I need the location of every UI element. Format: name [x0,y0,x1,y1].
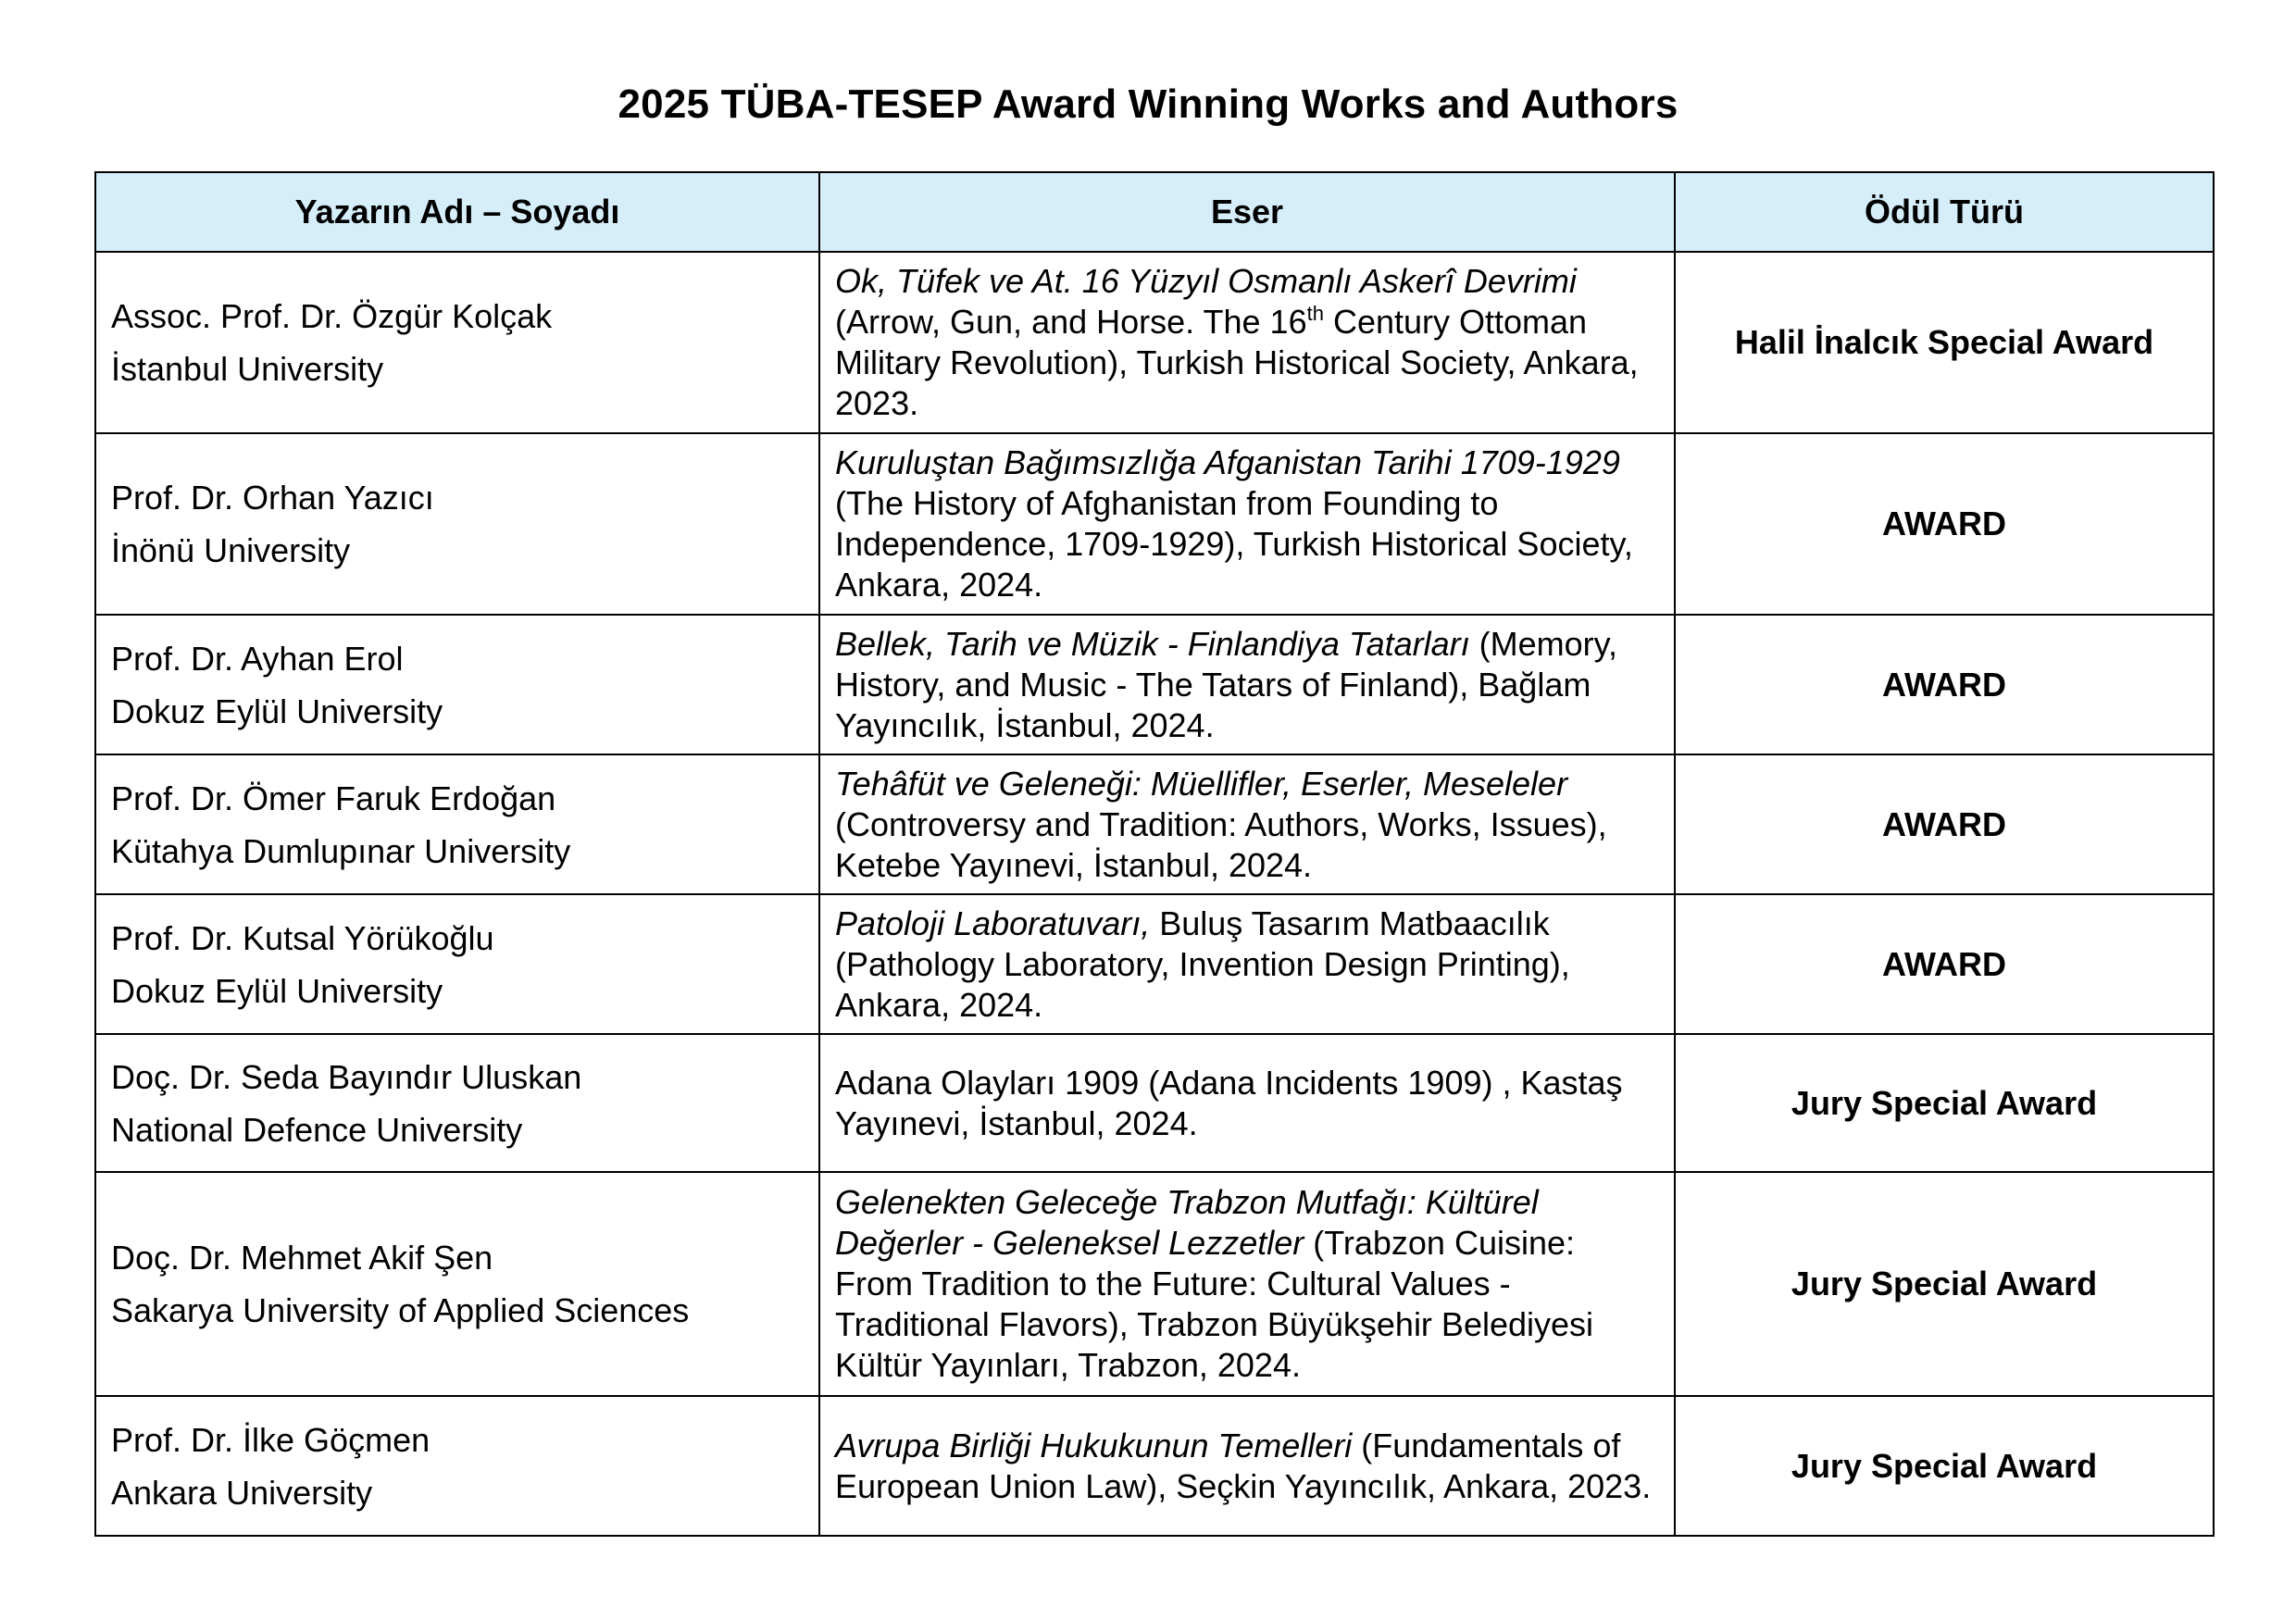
table-row [95,1172,2214,1396]
work-cell [819,1396,1675,1536]
work-cell [819,433,1675,615]
award-type: Halil İnalcık Special Award [1675,252,2214,433]
author-institution: İnönü University [111,531,351,569]
award-type: Jury Special Award [1675,1172,2214,1396]
awards-table [94,171,2215,1537]
table-row [95,615,2214,754]
author-cell [95,1396,819,1536]
author-name: Prof. Dr. Ömer Faruk Erdoğan [111,779,556,817]
work-title: Bellek, Tarih ve Müzik - Finlandiya Tatarları [835,624,1470,663]
author-name: Assoc. Prof. Dr. Özgür Kolçak [111,297,553,335]
award-type: AWARD [1675,433,2214,615]
author-cell [95,615,819,754]
award-type: Jury Special Award [1675,1034,2214,1172]
author-name: Doç. Dr. Seda Bayındır Uluskan [111,1057,582,1096]
table-header-row [95,172,2214,252]
work-detail: (Controversy and Tradition: Authors, Works, Issues), Ketebe Yayınevi, İstanbul, 2024. [835,804,1607,884]
work-detail: (Memory, History, and Music - The Tatars of Finland), Bağlam Yayıncılık, İstanbul, 2024. [835,624,1617,744]
author-cell [95,1172,819,1396]
author-institution: Dokuz Eylül University [111,971,443,1010]
work-detail: (Arrow, Gun, and Horse. The 16 [835,303,1307,341]
table-row [95,754,2214,894]
work-title: Tehâfüt ve Geleneği: Müellifler, Eserler, Meseleler [835,764,1568,803]
work-detail: Buluş Tasarım Matbaacılık (Pathology Laboratory, Invention Design Printing), Ankara, 2024. [835,903,1570,1024]
table-row [95,1396,2214,1536]
award-type: AWARD [1675,615,2214,754]
author-institution: Ankara University [111,1473,373,1512]
author-name: Prof. Dr. İlke Göçmen [111,1420,430,1459]
award-type: AWARD [1675,894,2214,1034]
work-cell [819,615,1675,754]
header-award-type: Ödül Türü [1675,172,2214,252]
work-detail: (Fundamentals of European Union Law), Seçkin Yayıncılık, Ankara, 2023. [835,1426,1652,1505]
author-cell [95,894,819,1034]
work-title: Patoloji Laboratuvarı, [835,903,1151,942]
work-cell [819,754,1675,894]
author-institution: Kütahya Dumlupınar University [111,831,571,870]
work-title: Kuruluştan Bağımsızlığa Afganistan Tarihi 1709-1929 [835,443,1620,481]
work-detail: (The History of Afghanistan from Founding to Independence, 1709-1929), Turkish Historical Society, Ankara, 2024. [835,484,1633,604]
award-type: Jury Special Award [1675,1396,2214,1536]
ordinal-suffix: th [1306,302,1324,325]
work-title: Avrupa Birliği Hukukunun Temelleri [835,1426,1353,1464]
work-title: Ok, Tüfek ve At. 16 Yüzyıl Osmanlı Askerî Devrimi [835,262,1577,300]
award-type: AWARD [1675,754,2214,894]
table-row [95,894,2214,1034]
work-cell [819,1034,1675,1172]
table-row [95,1034,2214,1172]
author-cell [95,252,819,433]
work-detail: Century Ottoman Military Revolution), Turkish Historical Society, Ankara, 2023. [835,303,1639,422]
author-name: Prof. Dr. Orhan Yazıcı [111,479,434,517]
table-row [95,252,2214,433]
work-cell [819,1172,1675,1396]
author-institution: Sakarya University of Applied Sciences [111,1291,690,1329]
table-row [95,433,2214,615]
page-title: 2025 TÜBA-TESEP Award Winning Works and Authors [618,81,1678,127]
author-name: Prof. Dr. Ayhan Erol [111,639,404,678]
work-detail: (Trabzon Cuisine: From Tradition to the Future: Cultural Values - Traditional Flavors), Trabzon Büyükşehir Belediyesi Kültür Yayınları, Trabzon, 2024. [835,1224,1594,1384]
author-institution: Dokuz Eylül University [111,692,443,730]
header-author: Yazarın Adı – Soyadı [95,172,819,252]
author-name: Doç. Dr. Mehmet Akif Şen [111,1239,493,1277]
header-work: Eser [819,172,1675,252]
work-cell [819,252,1675,433]
author-cell [95,433,819,615]
work-title: Gelenekten Geleceğe Trabzon Mutfağı: Kültürel Değerler - Geleneksel Lezzetler [835,1183,1539,1262]
work-cell [819,894,1675,1034]
work-detail: Adana Olayları 1909 (Adana Incidents 1909) , Kastaş Yayınevi, İstanbul, 2024. [835,1063,1623,1142]
author-cell [95,1034,819,1172]
author-institution: National Defence University [111,1110,523,1149]
author-name: Prof. Dr. Kutsal Yörükoğlu [111,918,494,957]
author-cell [95,754,819,894]
author-institution: İstanbul University [111,350,384,388]
